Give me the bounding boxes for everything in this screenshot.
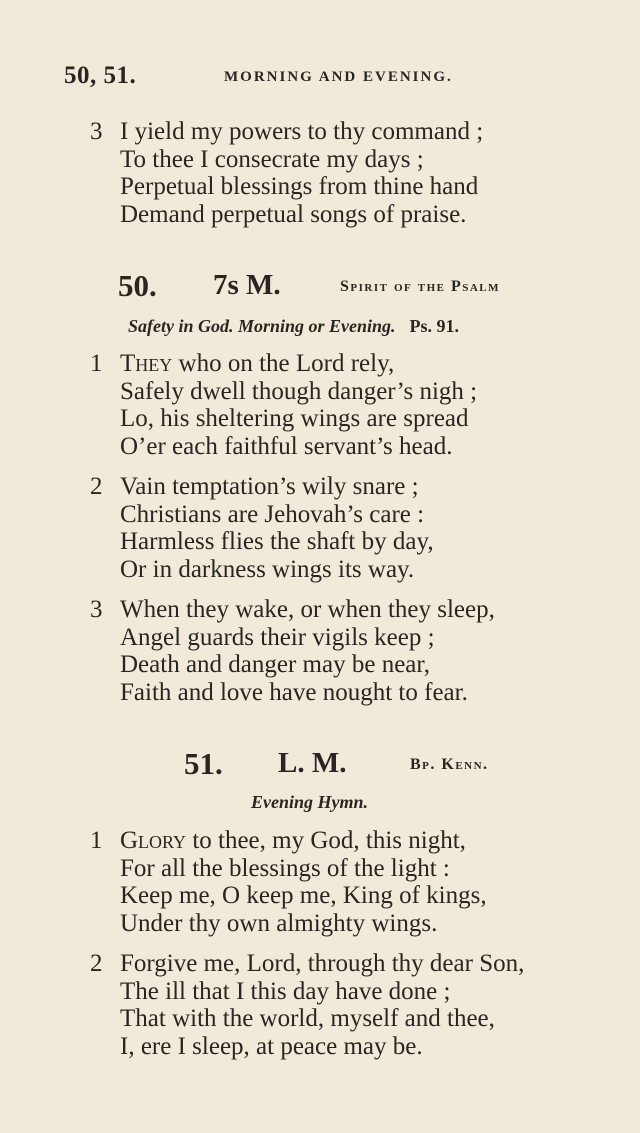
prev-hymn-stanza-3 [90,118,483,228]
hymn-51-stanza-2 [90,950,524,1060]
hymn-50-heading [118,268,578,302]
stanza-line: O’er each faithful servant’s head. [120,432,453,460]
hymn-51-subtitle: Evening Hymn. [251,792,369,812]
stanza-line: 3 When they wake, or when they sleep, [90,596,495,623]
hymn-50-stanza-1 [90,350,477,460]
verse-number: 3 [90,118,103,145]
hymn-source: Bp. Kenn. [410,756,489,773]
hymn-50-subtitle: Safety in God. Morning or Evening. Ps. 91. [128,316,460,336]
hymn-number: 51. [184,746,223,781]
stanza-line: Harmless flies the shaft by day, [120,528,434,555]
hymn-51-heading [184,746,544,780]
stanza-line: For all the blessings of the light : [120,854,450,882]
stanza-line: 1 They who on the Lord rely, [90,350,395,377]
stanza-line: To thee I consecrate my days ; [120,145,424,173]
hymn-50-stanza-2 [90,473,434,583]
verse-number: 3 [90,596,103,623]
stanza-line: Or in darkness wings its way. [120,555,415,583]
scripture-reference: Ps. 91. [409,316,460,336]
stanza-line: Lo, his sheltering wings are spread [120,405,469,432]
hymn-50-stanza-3 [90,596,495,706]
stanza-line: 2 Vain temptation’s wily snare ; [90,473,419,500]
verse-number: 2 [90,950,103,977]
stanza-line: 1 Glory to thee, my God, this night, [90,827,466,854]
stanza-line: The ill that I this day have done ; [120,977,451,1005]
stanza-line: Demand perpetual songs of praise. [120,200,467,228]
stanza-line: Under thy own almighty wings. [120,909,438,937]
hymn-meter: L. M. [278,747,347,779]
stanza-line: Faith and love have nought to fear. [120,678,468,706]
stanza-line: Death and danger may be near, [120,651,430,678]
stanza-line: Keep me, O keep me, King of kings, [120,882,487,909]
hymn-51-stanza-1 [90,827,487,937]
hymn-meter: 7s M. [213,269,281,301]
verse-number: 2 [90,473,103,500]
stanza-line: Angel guards their vigils keep ; [120,623,435,651]
stanza-line: That with the world, myself and thee, [120,1005,495,1032]
stanza-line: Safely dwell though danger’s nigh ; [120,377,478,405]
page-numbers: 50, 51. [64,62,137,89]
verse-number: 1 [90,827,103,854]
stanza-line: Perpetual blessings from thine hand [120,173,479,200]
verse-number: 1 [90,350,103,377]
hymn-number: 50. [118,268,157,303]
header-title: MORNING AND EVENING. [224,69,453,85]
running-header [64,62,480,90]
stanza-line: I, ere I sleep, at peace may be. [120,1032,423,1060]
hymn-source: Spirit of the Psalm [340,278,501,295]
stanza-line: Christians are Jehovah’s care : [120,500,425,528]
stanza-line: 3 I yield my powers to thy command ; [90,118,484,145]
stanza-line: 2 Forgive me, Lord, through thy dear Son, [90,950,525,977]
